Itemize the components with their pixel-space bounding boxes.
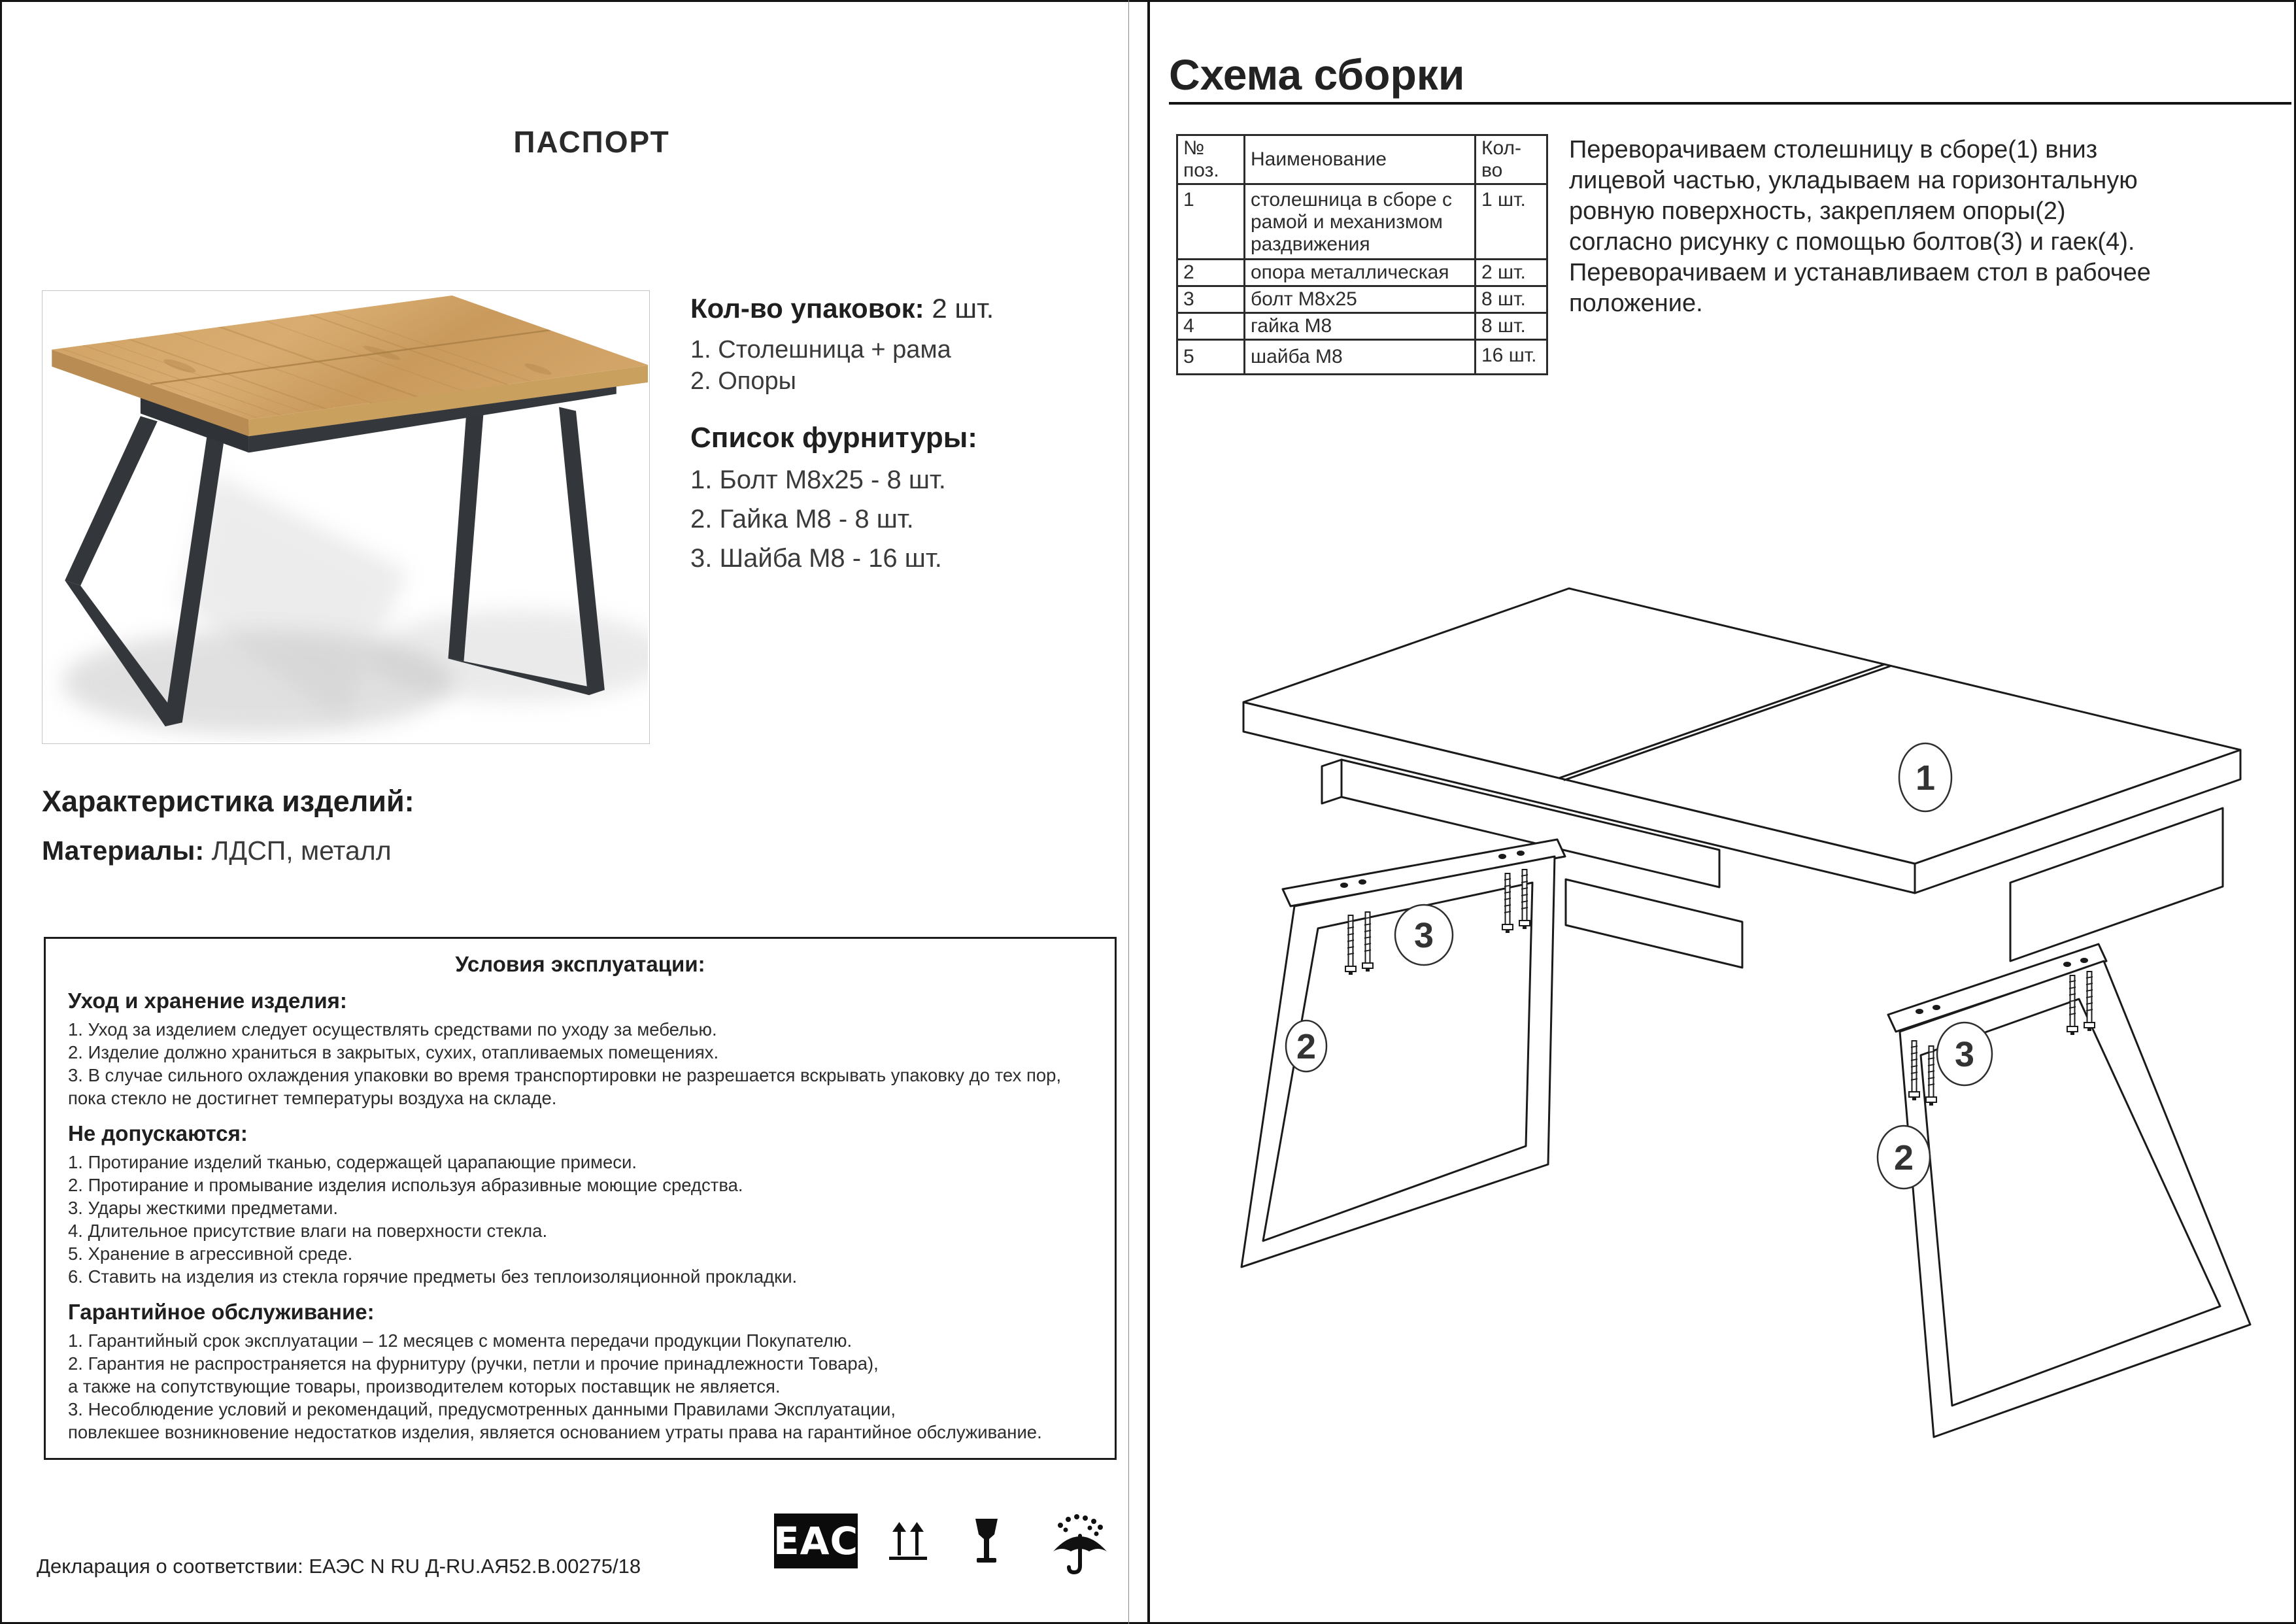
table-row xyxy=(1177,184,1547,260)
cell-name: гайка М8 xyxy=(1245,313,1476,340)
keep-dry-umbrella-icon xyxy=(1051,1514,1109,1580)
declaration-of-conformity: Декларация о соответствии: ЕАЭС N RU Д-RU.АЯ52.В.00275/18 xyxy=(37,1555,641,1578)
callout-left-leg xyxy=(1286,1021,1326,1072)
hardware-item: 2. Гайка М8 - 8 шт. xyxy=(690,505,914,533)
materials-label: Материалы: xyxy=(42,836,205,866)
materials-row xyxy=(42,836,392,866)
hardware-item: 1. Болт М8х25 - 8 шт. xyxy=(690,465,946,494)
care-line: 2. Изделие должно храниться в закрытых, сухих, отапливаемых помещениях. xyxy=(68,1042,719,1062)
callout-number: 3 xyxy=(1413,916,1434,955)
cell-position: 1 xyxy=(1177,184,1245,260)
col-header-name: Наименование xyxy=(1245,135,1476,184)
warranty-line: 3. Несоблюдение условий и рекомендаций, предусмотренных данными Правилами Эксплуатации, xyxy=(68,1399,896,1419)
instruction-line: Переворачиваем и устанавливаем стол в рабочее xyxy=(1569,259,2151,286)
instruction-line: согласно рисунку с помощью болтов(3) и гаек(4). xyxy=(1569,228,2135,256)
col-header-qty: Кол-во xyxy=(1476,135,1547,184)
warranty-line: повлекшее возникновение недостатков изделия, является основанием утраты права на гарантийное обслуживание. xyxy=(68,1422,1042,1442)
assembly-schema-title: Схема сборки xyxy=(1169,50,1465,99)
callout-number: 2 xyxy=(1296,1027,1317,1066)
hardware-item: 3. Шайба М8 - 16 шт. xyxy=(690,544,942,573)
cell-position: 5 xyxy=(1177,340,1245,375)
package-item: 2. Опоры xyxy=(690,367,796,395)
care-line: пока стекло не достигнет температуры воздуха на складе. xyxy=(68,1088,557,1108)
col-header-position: № поз. xyxy=(1177,135,1245,184)
cell-position: 2 xyxy=(1177,260,1245,286)
title-underline xyxy=(1169,102,2291,105)
forbidden-line: 1. Протирание изделий тканью, содержащей царапающие примеси. xyxy=(68,1152,637,1172)
table-row xyxy=(1177,260,1547,286)
callout-left-leg-bolts xyxy=(1395,905,1453,965)
cell-name: шайба М8 xyxy=(1245,340,1476,375)
operating-conditions-box xyxy=(44,937,1117,1460)
page-divider-line xyxy=(1147,0,1150,1624)
instruction-line: положение. xyxy=(1569,290,1703,317)
forbidden-line: 3. Удары жесткими предметами. xyxy=(68,1198,338,1218)
fragile-glass-icon xyxy=(973,1517,1000,1573)
materials-value: ЛДСП, металл xyxy=(211,836,392,866)
package-count-value: 2 шт. xyxy=(932,293,994,324)
forbidden-line: 6. Ставить на изделия из стекла горячие предметы без теплоизоляционной прокладки. xyxy=(68,1266,798,1287)
table-row xyxy=(1177,313,1547,340)
tabletop-drawing xyxy=(1243,588,2240,893)
product-photo xyxy=(42,290,650,744)
instruction-line: Переворачиваем столешницу в сборе(1) вниз xyxy=(1569,136,2098,163)
care-line: 3. В случае сильного охлаждения упаковки во время транспортировки не разрешается вскрывать упаковку до тех пор, xyxy=(68,1065,1062,1085)
instruction-line: лицевой частью, укладываем на горизонтальную xyxy=(1569,167,2138,194)
forbidden-line: 2. Протирание и промывание изделия используя абразивные моющие средства. xyxy=(68,1175,743,1195)
forbidden-line: 5. Хранение в агрессивной среде. xyxy=(68,1243,353,1264)
parts-table xyxy=(1176,134,1548,375)
cell-position: 3 xyxy=(1177,286,1245,313)
assembly-instructions xyxy=(1569,135,2296,319)
table-row xyxy=(1177,340,1547,375)
eac-mark-text: ЕАС xyxy=(773,1519,859,1563)
product-photo-drawing xyxy=(42,291,648,742)
cell-qty: 16 шт. xyxy=(1476,340,1547,375)
cell-position: 4 xyxy=(1177,313,1245,340)
conditions-title: Условия эксплуатации: xyxy=(455,952,705,976)
cell-name: опора металлическая xyxy=(1245,260,1476,286)
package-count-label: Кол-во упаковок: xyxy=(690,293,924,324)
characteristics-title: Характеристика изделий: xyxy=(42,785,414,818)
cell-qty: 8 шт. xyxy=(1476,286,1547,313)
package-count xyxy=(690,293,994,324)
callout-number: 2 xyxy=(1893,1138,1914,1177)
instruction-line: ровную поверхность, закрепляем опоры(2) xyxy=(1569,197,2066,225)
warranty-line: а также на сопутствующие товары, производителем которых поставщик не является. xyxy=(68,1376,781,1396)
forbidden-heading: Не допускаются: xyxy=(68,1121,248,1145)
table-row xyxy=(1177,286,1547,313)
warranty-heading: Гарантийное обслуживание: xyxy=(68,1300,375,1324)
cell-qty: 1 шт. xyxy=(1476,184,1547,260)
care-heading: Уход и хранение изделия: xyxy=(68,989,347,1013)
cell-name: столешница в сборе с рамой и механизмом раздвижения xyxy=(1245,184,1476,260)
callout-number: 1 xyxy=(1915,758,1936,798)
page-divider-thin-line xyxy=(1128,0,1129,1624)
warranty-line: 2. Гарантия не распространяется на фурнитуру (ручки, петли и прочие принадлежности Товара), xyxy=(68,1353,879,1374)
callout-number: 3 xyxy=(1954,1035,1975,1074)
callout-right-leg xyxy=(1878,1126,1930,1189)
callout-tabletop xyxy=(1899,743,1951,811)
warranty-line: 1. Гарантийный срок эксплуатации – 12 месяцев с момента передачи продукции Покупателю. xyxy=(68,1330,853,1351)
right-leg-drawing xyxy=(1888,944,2250,1437)
forbidden-line: 4. Длительное присутствие влаги на поверхности стекла. xyxy=(68,1221,548,1241)
cell-qty: 2 шт. xyxy=(1476,260,1547,286)
cell-name: болт М8х25 xyxy=(1245,286,1476,313)
this-way-up-icon xyxy=(886,1521,930,1565)
hardware-list-title: Список фурнитуры: xyxy=(690,422,977,454)
passport-title: ПАСПОРТ xyxy=(513,125,670,159)
care-line: 1. Уход за изделием следует осуществлять средствами по уходу за мебелью. xyxy=(68,1019,717,1040)
callout-right-leg-bolts xyxy=(1937,1023,1992,1085)
assembly-diagram xyxy=(1209,575,2296,1504)
parts-table-header-row xyxy=(1177,135,1547,184)
eac-mark-icon xyxy=(774,1514,858,1568)
cell-qty: 8 шт. xyxy=(1476,313,1547,340)
package-item: 1. Столешница + рама xyxy=(690,336,951,364)
